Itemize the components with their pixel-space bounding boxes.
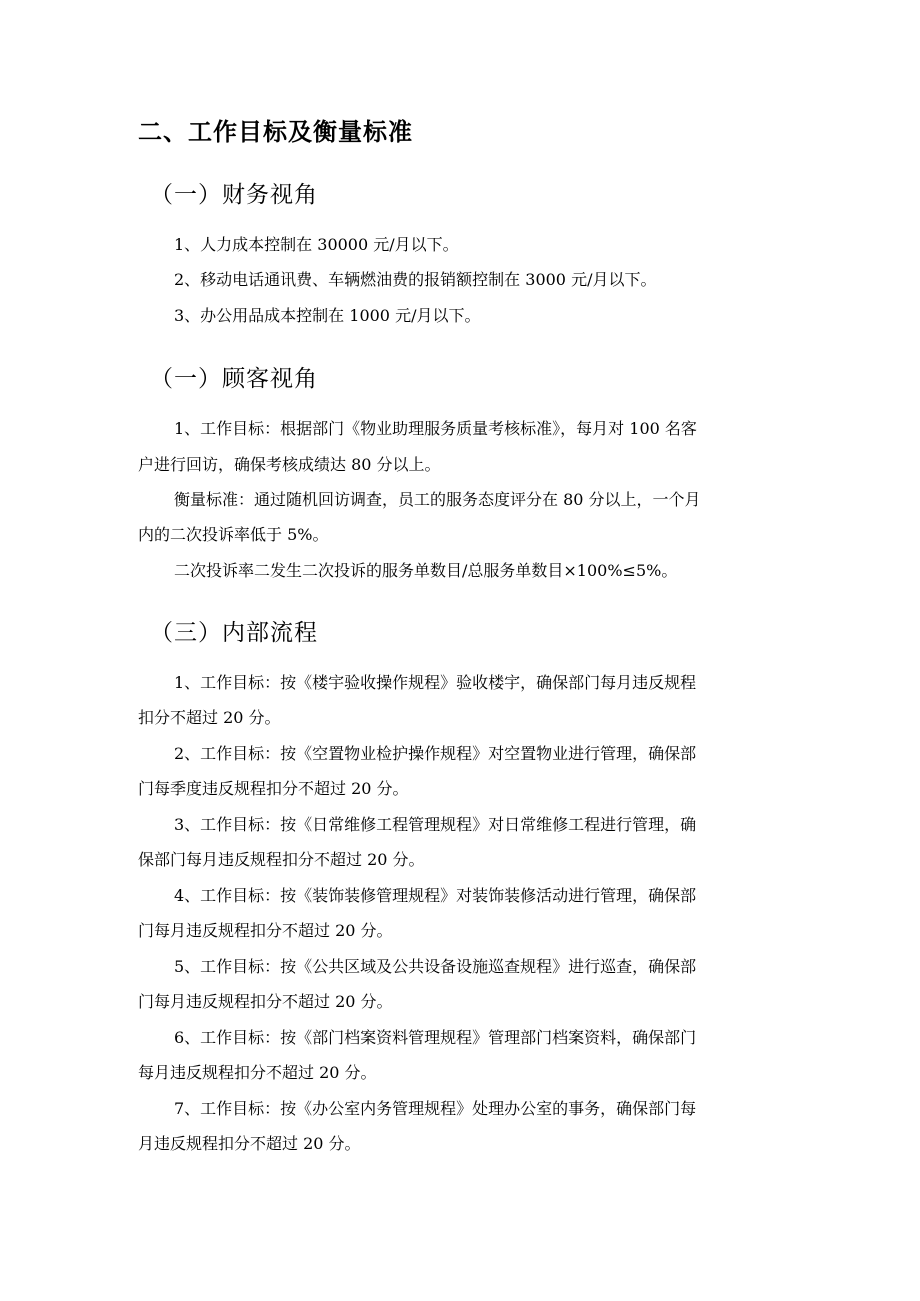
process-item-7-line2: 月违反规程扣分不超过 20 分。 <box>138 1134 361 1153</box>
finance-item-3: 3、办公用品成本控制在 1000 元/月以下。 <box>174 306 481 325</box>
finance-item-1: 1、人力成本控制在 30000 元/月以下。 <box>174 235 459 254</box>
customer-target-line2: 户进行回访，确保考核成绩达 80 分以上。 <box>138 455 441 474</box>
process-item-2-line2: 门每季度违反规程扣分不超过 20 分。 <box>138 779 409 798</box>
process-item-7-line1: 7、工作目标：按《办公室内务管理规程》处理办公室的事务，确保部门每 <box>174 1099 697 1118</box>
process-item-4-line2: 门每月违反规程扣分不超过 20 分。 <box>138 921 393 940</box>
process-item-3-line2: 保部门每月违反规程扣分不超过 20 分。 <box>138 850 425 869</box>
process-item-5-line1: 5、工作目标：按《公共区域及公共设备设施巡查规程》进行巡查，确保部 <box>174 957 697 976</box>
customer-formula: 二次投诉率二发生二次投诉的服务单数目/总服务单数目×100%≤5%。 <box>174 561 678 580</box>
process-item-3-line1: 3、工作目标：按《日常维修工程管理规程》对日常维修工程进行管理，确 <box>174 815 697 834</box>
section-title: 二、工作目标及衡量标准 <box>138 117 413 146</box>
process-heading: （三）内部流程 <box>150 620 318 646</box>
customer-target-line1: 1、工作目标：根据部门《物业助理服务质量考核标准》，每月对 100 名客 <box>174 419 697 438</box>
finance-item-2: 2、移动电话通讯费、车辆燃油费的报销额控制在 3000 元/月以下。 <box>174 270 657 289</box>
process-item-1-line1: 1、工作目标：按《楼宇验收操作规程》验收楼宇，确保部门每月违反规程 <box>174 673 697 692</box>
process-item-6-line2: 每月违反规程扣分不超过 20 分。 <box>138 1063 377 1082</box>
process-item-2-line1: 2、工作目标：按《空置物业检护操作规程》对空置物业进行管理，确保部 <box>174 744 697 763</box>
process-item-4-line1: 4、工作目标：按《装饰装修管理规程》对装饰装修活动进行管理，确保部 <box>174 886 697 905</box>
customer-standard-line2: 内的二次投诉率低于 5%。 <box>138 525 329 544</box>
process-item-5-line2: 门每月违反规程扣分不超过 20 分。 <box>138 992 393 1011</box>
process-item-6-line1: 6、工作目标：按《部门档案资料管理规程》管理部门档案资料，确保部门 <box>174 1028 697 1047</box>
finance-heading: （一）财务视角 <box>150 182 318 208</box>
process-item-1-line2: 扣分不超过 20 分。 <box>138 708 281 727</box>
customer-standard-line1: 衡量标准：通过随机回访调查，员工的服务态度评分在 80 分以上，一个月 <box>174 490 701 509</box>
customer-heading: （一）顾客视角 <box>150 366 318 392</box>
